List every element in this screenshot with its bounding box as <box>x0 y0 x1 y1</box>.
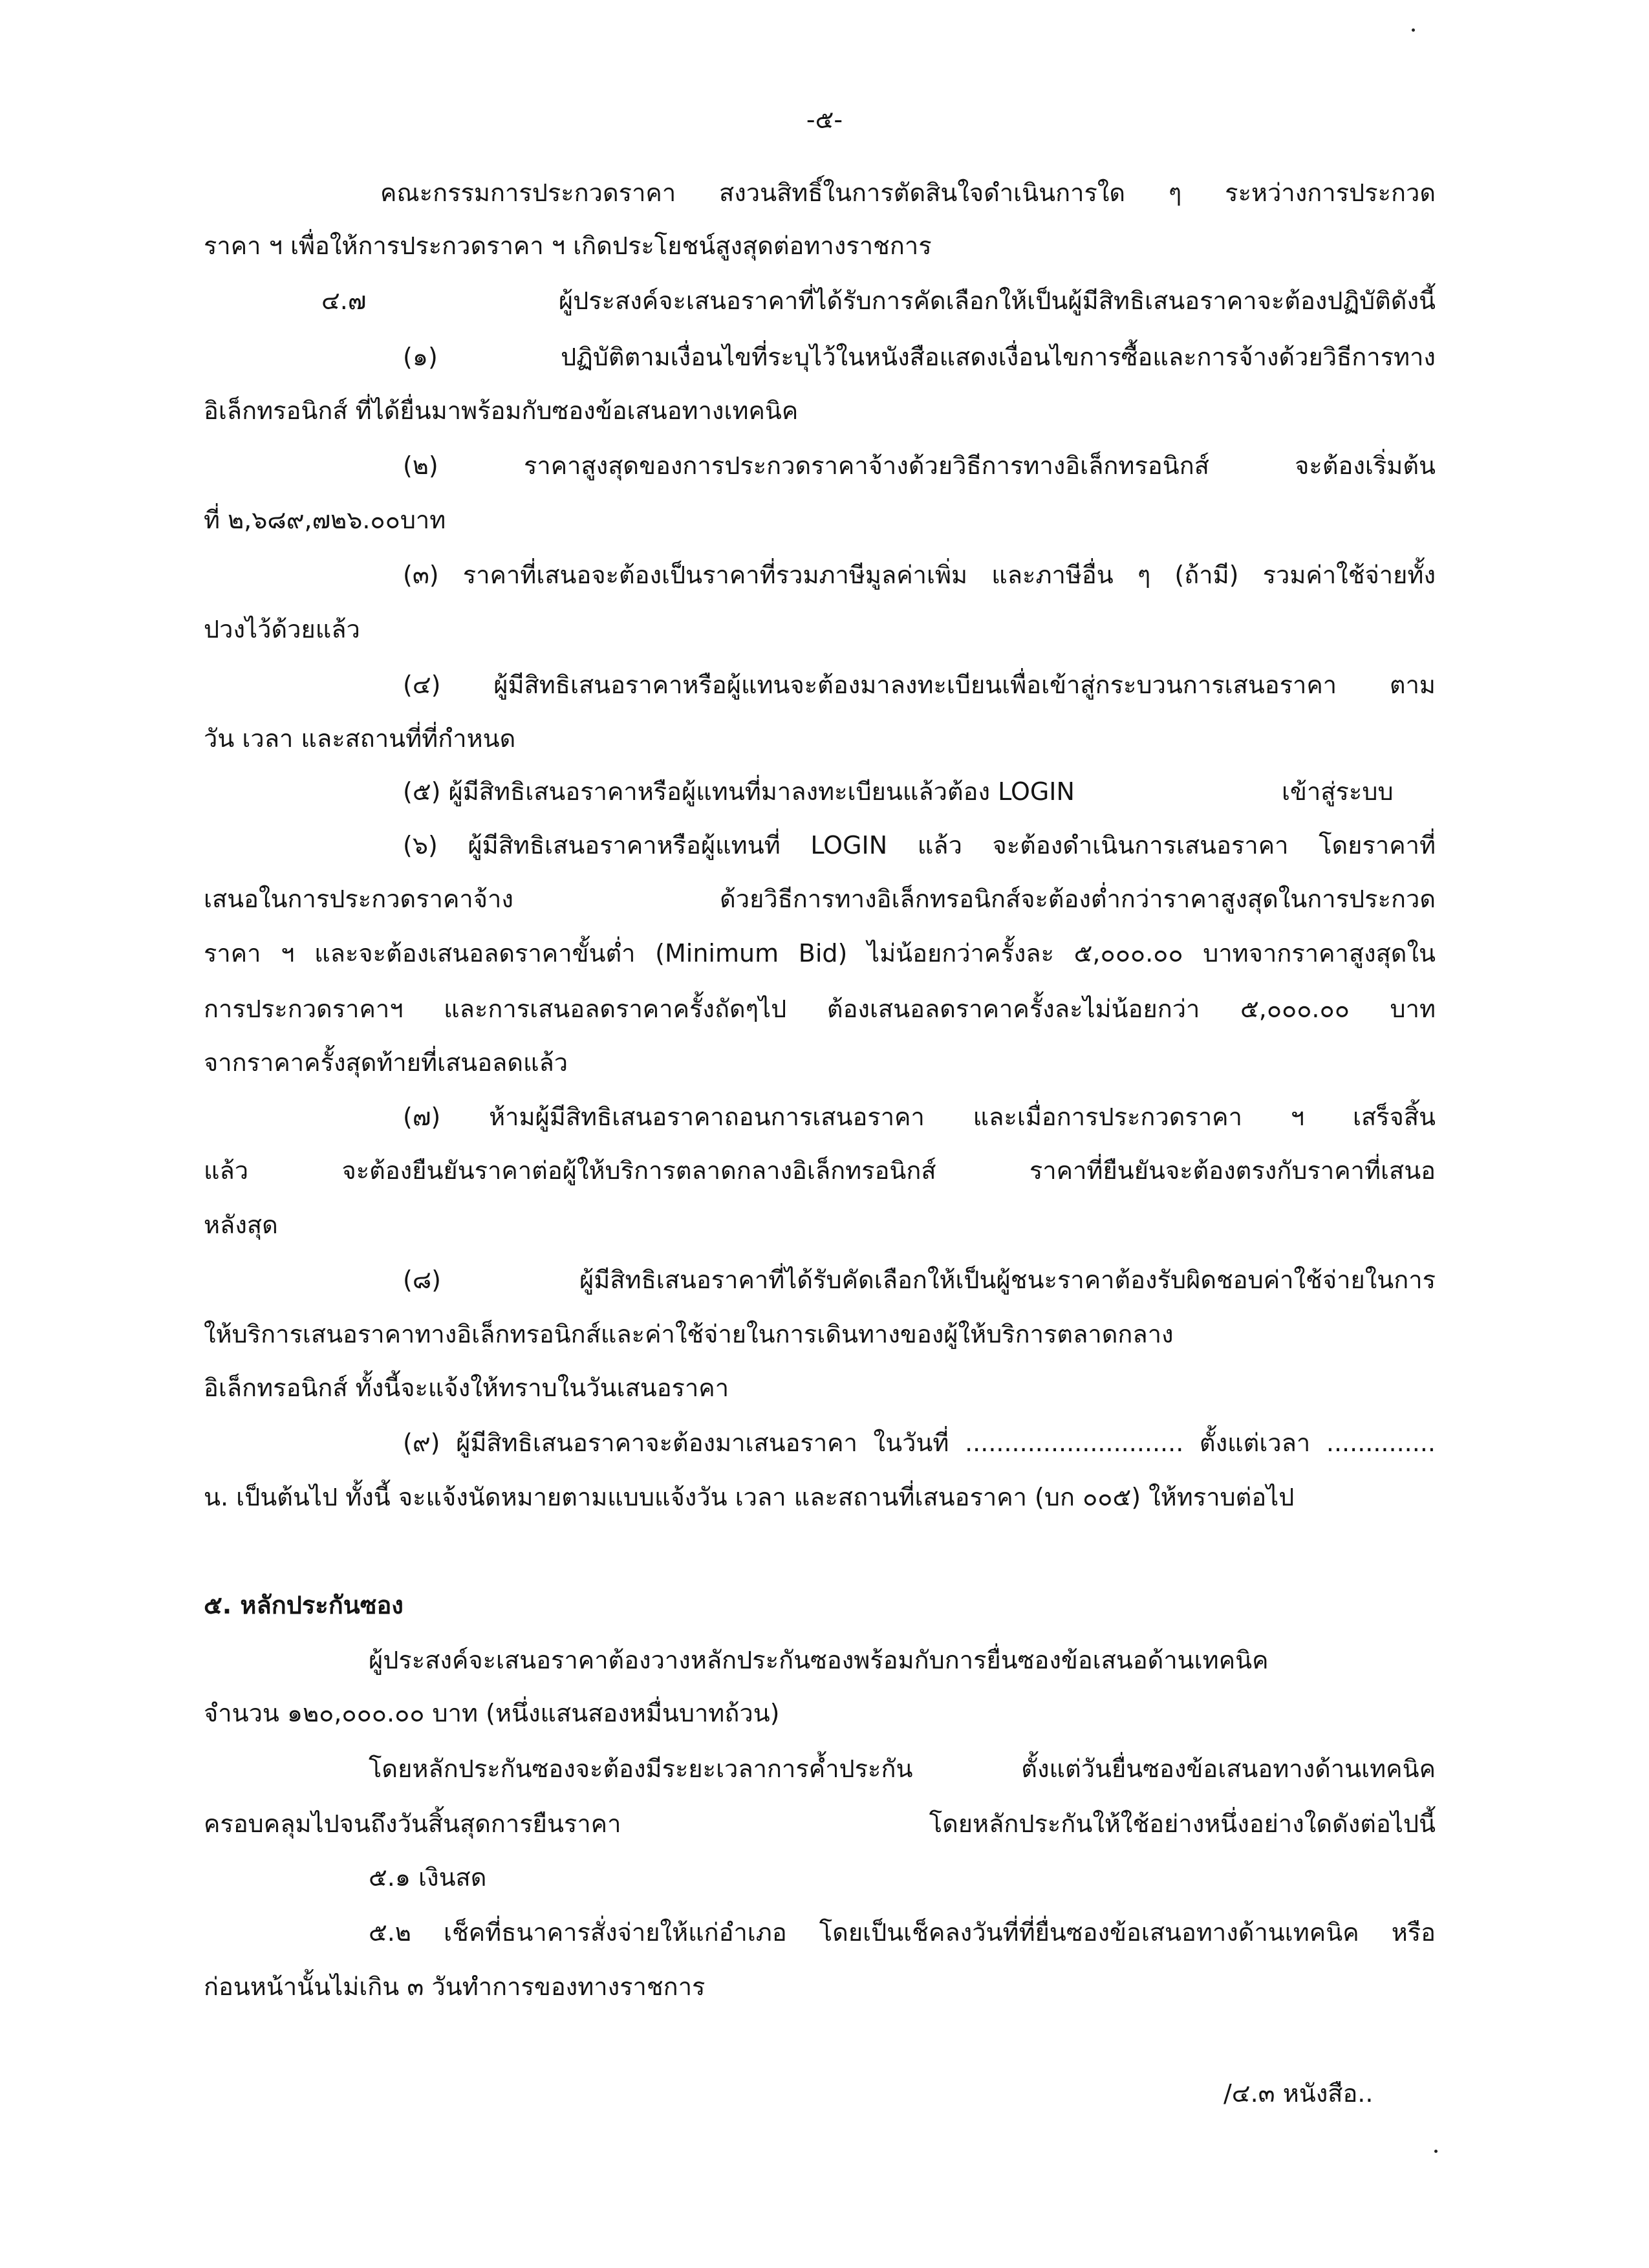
item-8: (๘) ผู้มีสิทธิเสนอราคาที่ได้รับคัดเลือกให้เป็นผู้ชนะราคาต้องรับผิดชอบค่าใช้จ่ายในการ <box>403 1266 1436 1294</box>
item-6-cont-1: เสนอในการประกวดราคาจ้าง ด้วยวิธีการทางอิเล็กทรอนิกส์จะต้องต่ำกว่าราคาสูงสุดในการประกวด <box>204 885 1436 913</box>
item-6-cont-4: จากราคาครั้งสุดท้ายที่เสนอลดแล้ว <box>204 1048 568 1077</box>
line-1: คณะกรรมการประกวดราคา สงวนสิทธิ์ในการตัดสินใจดำเนินการใด ๆ ระหว่างการประกวด <box>380 178 1436 207</box>
scan-speck <box>1412 28 1415 32</box>
item-7: (๗) ห้ามผู้มีสิทธิเสนอราคาถอนการเสนอราคา และเมื่อการประกวดราคา ฯ เสร็จสิ้น <box>403 1103 1436 1131</box>
item-6-cont-3: การประกวดราคาฯ และการเสนอลดราคาครั้งถัดๆไป ต้องเสนอลดราคาครั้งละไม่น้อยกว่า ๕,๐๐๐.๐๐ บาท <box>204 995 1436 1023</box>
continuation-note: /๔.๓ หนังสือ.. <box>1223 2079 1374 2108</box>
clause-5-2-cont: ก่อนหน้านั้นไม่เกิน ๓ วันทำการของทางราชการ <box>204 1972 706 2001</box>
section-5-heading: ๕. หลักประกันซอง <box>204 1591 404 1619</box>
item-6: (๖) ผู้มีสิทธิเสนอราคาหรือผู้แทนที่ LOGIN แล้ว จะต้องดำเนินการเสนอราคา โดยราคาที่ <box>403 831 1436 859</box>
item-5: (๕) ผู้มีสิทธิเสนอราคาหรือผู้แทนที่มาลงทะเบียนแล้วต้อง LOGIN <box>403 777 1075 806</box>
section-5-para-2-cont: ครอบคลุมไปจนถึงวันสิ้นสุดการยืนราคา โดยหลักประกันให้ใช้อย่างหนึ่งอย่างใดดังต่อไปนี้ <box>204 1809 1436 1838</box>
section-5-para-1: ผู้ประสงค์จะเสนอราคาต้องวางหลักประกันซองพร้อมกับการยื่นซองข้อเสนอด้านเทคนิค <box>369 1646 1269 1674</box>
item-2-cont: ที่ ๒,๖๘๙,๗๒๖.๐๐บาท <box>204 506 446 534</box>
item-4-cont: วัน เวลา และสถานที่ที่กำหนด <box>204 724 516 753</box>
item-3-cont: ปวงไว้ด้วยแล้ว <box>204 615 360 643</box>
item-7-cont-1: แล้ว จะต้องยืนยันราคาต่อผู้ให้บริการตลาดกลางอิเล็กทรอนิกส์ ราคาที่ยืนยันจะต้องตรงกับราคาที่เสนอ <box>204 1156 1436 1185</box>
section-5-para-2: โดยหลักประกันซองจะต้องมีระยะเวลาการค้ำประกัน ตั้งแต่วันยื่นซองข้อเสนอทางด้านเทคนิค <box>369 1755 1436 1783</box>
section-5-para-1-cont: จำนวน ๑๒๐,๐๐๐.๐๐ บาท (หนึ่งแสนสองหมื่นบาทถ้วน) <box>204 1699 780 1727</box>
item-7-cont-2: หลังสุด <box>204 1211 278 1239</box>
item-9: (๙) ผู้มีสิทธิเสนอราคาจะต้องมาเสนอราคา ในวันที่ ............................ ตั้งแต่เวลา .............. <box>403 1429 1436 1457</box>
item-8-cont-2: อิเล็กทรอนิกส์ ทั้งนี้จะแจ้งให้ทราบในวันเสนอราคา <box>204 1374 729 1402</box>
item-4: (๔) ผู้มีสิทธิเสนอราคาหรือผู้แทนจะต้องมาลงทะเบียนเพื่อเข้าสู่กระบวนการเสนอราคา ตาม <box>403 671 1436 699</box>
item-6-cont-2: ราคา ฯ และจะต้องเสนอลดราคาขั้นต่ำ (Minimum Bid) ไม่น้อยกว่าครั้งละ ๕,๐๐๐.๐๐ บาทจากราคาสูงสุดใน <box>204 939 1436 967</box>
scan-speck <box>1434 2150 1438 2153</box>
clause-5-1: ๕.๑ เงินสด <box>369 1863 487 1892</box>
item-1-cont: อิเล็กทรอนิกส์ ที่ได้ยื่นมาพร้อมกับซองข้อเสนอทางเทคนิค <box>204 396 799 425</box>
page-number: -๕- <box>806 105 843 134</box>
item-5-end: เข้าสู่ระบบ <box>1282 777 1394 806</box>
clause-4-7: ๔.๗ ผู้ประสงค์จะเสนอราคาที่ได้รับการคัดเลือกให้เป็นผู้มีสิทธิเสนอราคาจะต้องปฏิบัติดังนี้ <box>321 286 1436 315</box>
clause-5-2: ๕.๒ เช็คที่ธนาคารสั่งจ่ายให้แก่อำเภอ โดยเป็นเช็คลงวันที่ที่ยื่นซองข้อเสนอทางด้านเทคนิค หรือ <box>369 1918 1436 1947</box>
item-1: (๑) ปฏิบัติตามเงื่อนไขที่ระบุไว้ในหนังสือแสดงเงื่อนไขการซื้อและการจ้างด้วยวิธีการทาง <box>403 343 1436 371</box>
item-3: (๓) ราคาที่เสนอจะต้องเป็นราคาที่รวมภาษีมูลค่าเพิ่ม และภาษีอื่น ๆ (ถ้ามี) รวมค่าใช้จ่ายทั้ง <box>403 561 1436 589</box>
item-8-cont-1: ให้บริการเสนอราคาทางอิเล็กทรอนิกส์และค่าใช้จ่ายในการเดินทางของผู้ให้บริการตลาดกลาง <box>204 1320 1174 1348</box>
item-2: (๒) ราคาสูงสุดของการประกวดราคาจ้างด้วยวิธีการทางอิเล็กทรอนิกส์ จะต้องเริ่มต้น <box>403 451 1436 480</box>
line-2: ราคา ฯ เพื่อให้การประกวดราคา ฯ เกิดประโยชน์สูงสุดต่อทางราชการ <box>204 232 932 260</box>
item-9-cont: น. เป็นต้นไป ทั้งนี้ จะแจ้งนัดหมายตามแบบแจ้งวัน เวลา และสถานที่เสนอราคา (บก ๐๐๕) ให้ทราบต่อไป <box>204 1483 1295 1511</box>
